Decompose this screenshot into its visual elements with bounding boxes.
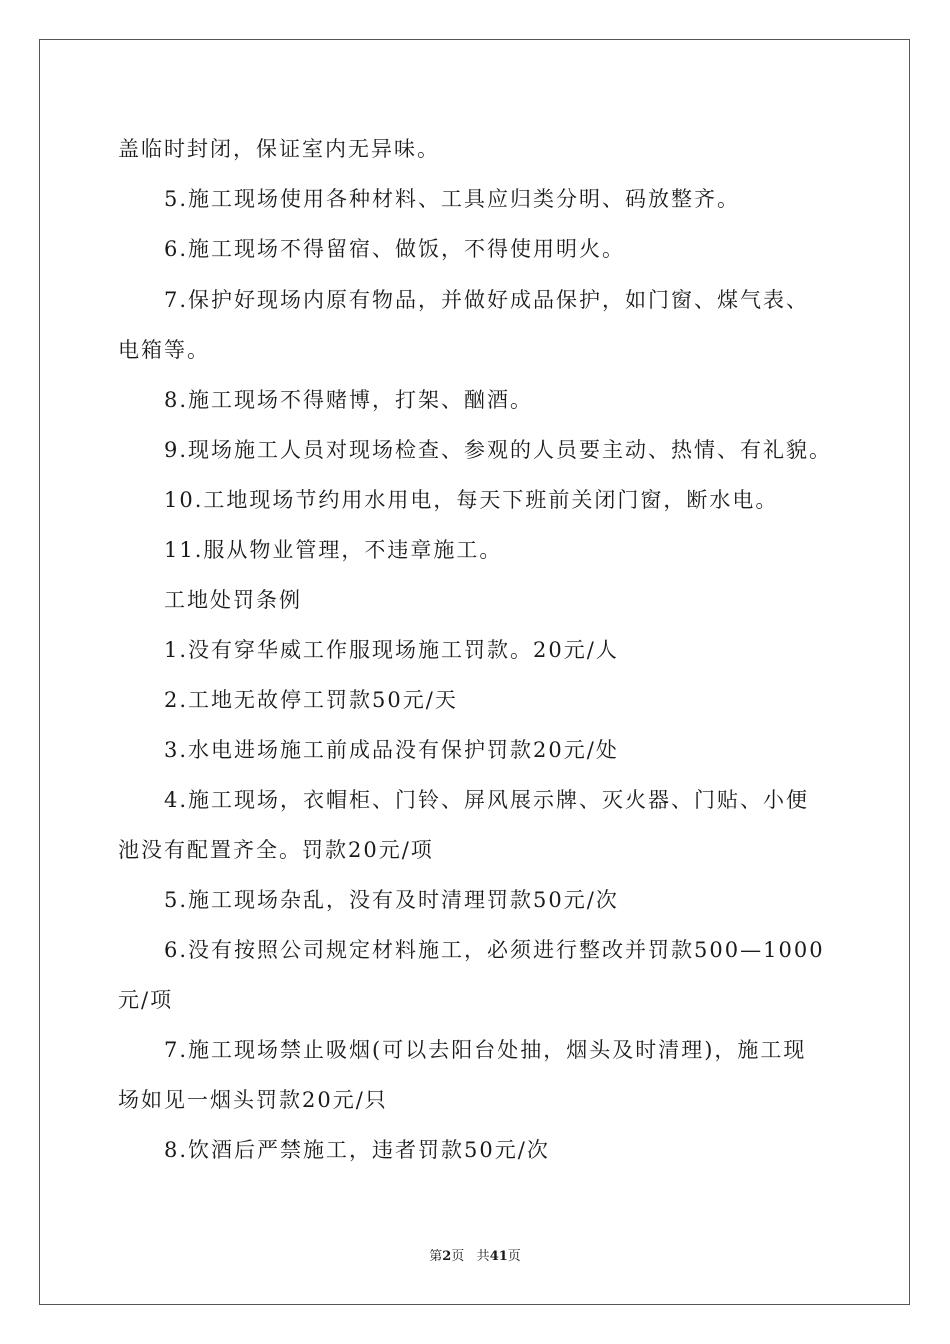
paragraph-line: 6.施工现场不得留宿、做饭，不得使用明火。 [164, 237, 626, 261]
section-heading: 工地处罚条例 [164, 588, 302, 612]
paragraph-line: 10.工地现场节约用水用电，每天下班前关闭门窗，断水电。 [164, 488, 779, 512]
paragraph-line: 电箱等。 [118, 338, 210, 362]
page-border [39, 39, 910, 1305]
footer-page-number: 2 [442, 1249, 452, 1264]
footer-page-prefix: 第 [429, 1249, 443, 1264]
paragraph-line: 1.没有穿华威工作服现场施工罚款。20元/人 [164, 638, 619, 662]
paragraph-line: 5.施工现场杂乱，没有及时清理罚款50元/次 [164, 888, 619, 912]
footer-page-suffix: 页 [451, 1249, 465, 1264]
paragraph-line: 2.工地无故停工罚款50元/天 [164, 688, 458, 712]
paragraph-line: 5.施工现场使用各种材料、工具应归类分明、码放整齐。 [164, 187, 741, 211]
paragraph-line: 元/项 [118, 988, 174, 1012]
paragraph-line: 11.服从物业管理，不违章施工。 [164, 538, 503, 562]
paragraph-line: 3.水电进场施工前成品没有保护罚款20元/处 [164, 738, 619, 762]
paragraph-line: 8.施工现场不得赌博，打架、酗酒。 [164, 388, 534, 412]
paragraph-line: 6.没有按照公司规定材料施工，必须进行整改并罚款500—1000 [164, 938, 825, 962]
paragraph-line: 9.现场施工人员对现场检查、参观的人员要主动、热情、有礼貌。 [164, 438, 833, 462]
paragraph-line: 7.施工现场禁止吸烟(可以去阳台处抽，烟头及时清理)，施工现 [164, 1038, 807, 1062]
footer-total-pages: 41 [489, 1249, 508, 1264]
paragraph-line: 池没有配置齐全。罚款20元/项 [118, 838, 434, 862]
footer-total-suffix: 页 [507, 1249, 521, 1264]
page-footer [0, 1248, 950, 1266]
paragraph-line: 4.施工现场，衣帽柜、门铃、屏风展示牌、灭火器、门贴、小便 [164, 788, 810, 812]
paragraph-line: 7.保护好现场内原有物品，并做好成品保护，如门窗、煤气表、 [164, 288, 810, 312]
paragraph-line: 场如见一烟头罚款20元/只 [118, 1088, 388, 1112]
footer-total-prefix: 共 [476, 1249, 490, 1264]
paragraph-line: 盖临时封闭，保证室内无异味。 [118, 137, 440, 161]
paragraph-line: 8.饮酒后严禁施工，违者罚款50元/次 [164, 1138, 550, 1162]
